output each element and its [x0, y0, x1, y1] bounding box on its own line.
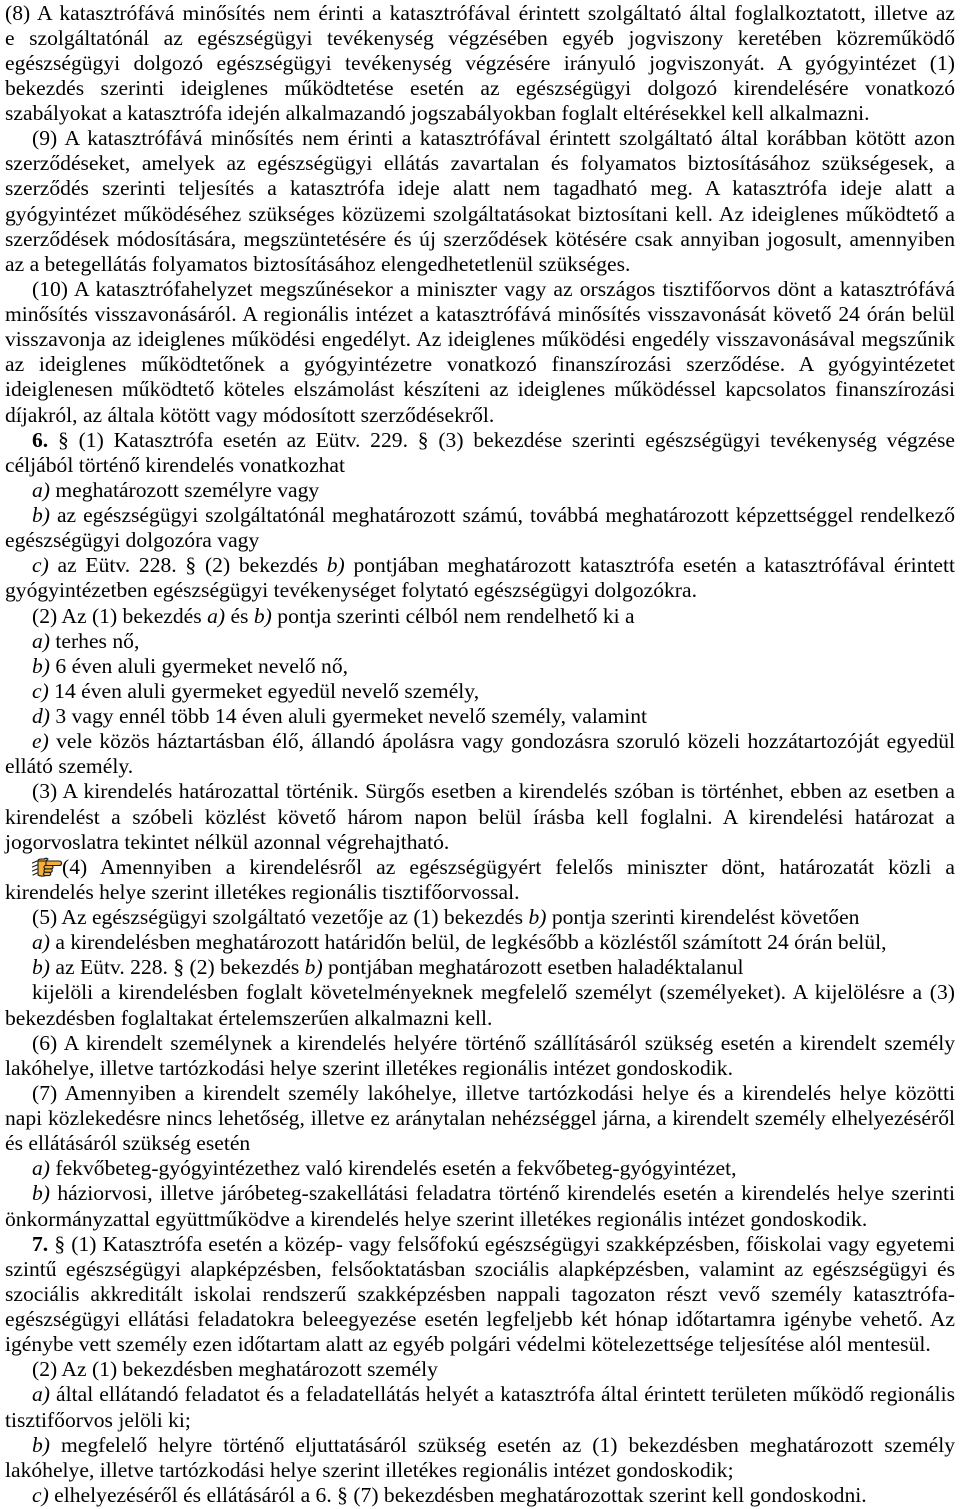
section-number: 7.	[32, 1231, 49, 1256]
line-content	[32, 1181, 955, 1206]
text-run: igénybe vett személy ezen időtartam alatt az egyéb polgári védelmi kötelezettsége teljesítése alól mentesül.	[5, 1332, 931, 1357]
line-content	[5, 1307, 955, 1332]
line-content	[32, 277, 955, 302]
line-content	[32, 930, 887, 955]
text-line	[5, 805, 955, 830]
text-line	[5, 1, 955, 26]
line-content	[5, 1207, 867, 1232]
text-run: 14 éven aluli gyermeket egyedül nevelő személy,	[48, 678, 480, 703]
paragraph	[5, 704, 955, 729]
text-run: szociális akkreditált iskolai rendszerű szakképzésben nappali tagozaton részt vevő személy katasztrófa-	[5, 1281, 955, 1306]
paragraph	[5, 1081, 955, 1156]
paragraph	[5, 955, 955, 980]
paragraph	[5, 905, 955, 930]
text-run: és	[225, 603, 254, 628]
line-content	[5, 1131, 250, 1156]
text-line	[5, 1031, 955, 1056]
line-content	[5, 528, 259, 553]
line-content	[5, 830, 449, 855]
line-content	[5, 880, 520, 905]
text-line	[5, 51, 955, 76]
text-line	[5, 930, 955, 955]
line-content	[32, 629, 139, 654]
text-run: bekezdésben foglaltakat értelemszerűen alkalmazni kell.	[5, 1005, 493, 1030]
line-content	[5, 101, 870, 126]
paragraph	[5, 478, 955, 503]
text-line	[5, 428, 955, 453]
text-run: szerződés szerinti teljesítés a katasztrófa ideje alatt nem tagadható meg. A katasztrófa ideje alatt a	[5, 176, 955, 201]
text-run: gyógyintézet működéséhez szükséges közüzemi szolgáltatásokat biztosítani kell. Az ideiglenes működtető a	[5, 201, 955, 226]
line-content	[32, 679, 479, 704]
text-line	[5, 1382, 955, 1407]
text-line	[5, 578, 955, 603]
item-label: b)	[32, 503, 50, 527]
text-run: céljából történő kirendelés vonatkozhat	[5, 452, 345, 477]
item-label: b)	[528, 905, 547, 929]
paragraph	[5, 679, 955, 704]
paragraph	[5, 1156, 955, 1181]
item-label: b)	[32, 1432, 50, 1457]
line-content	[32, 503, 955, 528]
text-line	[5, 1357, 955, 1382]
paragraph	[5, 1, 955, 127]
text-run: (9) A katasztrófává minősítés nem érinti a katasztrófával érintett szolgáltató által korábban kötött azon	[32, 126, 955, 151]
paragraph	[5, 604, 955, 629]
paragraph	[5, 1483, 955, 1508]
text-line	[5, 403, 955, 428]
line-content	[32, 779, 955, 804]
text-line	[5, 880, 955, 905]
line-content	[32, 980, 955, 1005]
line-content	[32, 855, 955, 880]
line-content	[32, 1357, 438, 1382]
text-run: kijelöli a kirendelésben foglalt követelményeknek megfelelő személyt (személyeket). A kijelölésre a (3)	[32, 980, 955, 1005]
text-line	[5, 453, 955, 478]
text-line	[5, 980, 955, 1005]
text-line	[5, 704, 955, 729]
paragraph	[5, 1357, 955, 1382]
text-run: szintű egészségügyi alapképzésben, felsőoktatásban szociális alapképzésben, valamint az egészségügyi és	[5, 1256, 955, 1281]
text-run: tisztifőorvos jelöli ki;	[5, 1407, 191, 1432]
text-line	[5, 604, 955, 629]
text-run: lakóhelye, illetve tartózkodási helye szerint illetékes regionális intézet gondoskodik;	[5, 1457, 734, 1482]
text-run: pontja szerinti célból nem rendelhető ki a	[271, 603, 635, 628]
text-line	[5, 729, 955, 754]
item-label: a)	[32, 477, 50, 502]
line-content	[32, 1483, 867, 1508]
text-line	[5, 302, 955, 327]
text-run: egészségügyi dolgozó egészségügyi tevékenység végzésére irányuló jogviszonyát. A gyógyintézet (1)	[5, 50, 955, 75]
line-content	[5, 352, 955, 377]
item-label: b)	[32, 955, 50, 980]
text-line	[5, 377, 955, 402]
line-content	[5, 176, 955, 201]
line-content	[32, 1232, 955, 1257]
paragraph	[5, 855, 955, 905]
text-run: (3) A kirendelés határozattal történik. Sürgős esetben a kirendelés szóban is történhet, ebben az esetben a	[32, 779, 955, 804]
line-content	[5, 252, 630, 277]
line-content	[5, 202, 955, 227]
text-line	[5, 1232, 955, 1257]
text-line	[5, 905, 955, 930]
line-content	[5, 805, 955, 830]
text-run: az a betegellátás folyamatos biztosításához elengedhetetlenül szükséges.	[5, 251, 631, 276]
line-content	[32, 478, 319, 503]
text-line	[5, 754, 955, 779]
text-run: (4) Amennyiben a kirendelésről az egészségügyért felelős miniszter dönt, határozatát közli a	[62, 854, 955, 879]
text-line	[5, 654, 955, 679]
item-label: c)	[32, 553, 49, 578]
line-content	[5, 1, 955, 26]
text-run: napi közlekedésre nincs lehetőség, illetve ez aránytalan nehézséggel járna, a kirendelt személy elhelyezéséről	[5, 1106, 955, 1130]
text-line	[5, 830, 955, 855]
line-content	[5, 1282, 955, 1307]
item-label: b)	[253, 603, 272, 628]
paragraph	[5, 553, 955, 603]
line-content	[32, 1156, 737, 1181]
text-run: pontjában meghatározott esetben haladéktalanul	[322, 955, 744, 980]
text-line	[5, 503, 955, 528]
text-line	[5, 26, 955, 51]
text-run: pontja szerinti kirendelést követően	[546, 905, 860, 929]
text-run: meghatározott személyre vagy	[50, 477, 320, 502]
text-line	[5, 528, 955, 553]
text-line	[5, 679, 955, 704]
text-line	[5, 1056, 955, 1081]
text-line	[5, 1156, 955, 1181]
text-line	[5, 176, 955, 201]
text-run: 3 vagy ennél több 14 éven aluli gyermeket nevelő személy, valamint	[50, 704, 648, 728]
text-run: önkormányzattal együttműködve a kirendelés helye szerint illetékes regionális intézet gondoskodik.	[5, 1206, 868, 1231]
text-line	[5, 101, 955, 126]
text-line	[5, 1006, 955, 1031]
text-line	[5, 1081, 955, 1106]
text-run: kirendelést a szóbeli közlést követő három napon belül írásba kell foglalni. A kirendelési határozat a	[5, 804, 955, 829]
text-run: az egészségügyi szolgáltatónál meghatározott számú, továbbá meghatározott képzettséggel rendelkező	[50, 503, 955, 527]
line-content	[32, 1433, 955, 1458]
text-line	[5, 352, 955, 377]
line-content	[5, 227, 955, 252]
line-content	[32, 905, 859, 930]
line-content	[32, 1031, 955, 1056]
text-run: e szolgáltatónál az egészségügyi tevékenység végzésében egyéb jogviszony keretében közreműködő	[5, 25, 955, 50]
text-run: lakóhelye, illetve tartózkodási helye szerint illetékes regionális intézet gondoskodik.	[5, 1055, 733, 1080]
text-line	[5, 151, 955, 176]
text-run: vele közös háztartásban élő, állandó ápolásra vagy gondozásra szoruló közeli hozzátartozóját egyedül	[48, 729, 955, 754]
line-content	[5, 377, 955, 402]
text-line	[5, 1207, 955, 1232]
line-content	[5, 1458, 734, 1483]
text-run: a kirendelésben meghatározott határidőn belül, de legkésőbb a közléstől számított 24 órán belül,	[50, 930, 887, 955]
text-run: háziorvosi, illetve járóbeteg-szakellátási feladatra történő kirendelés esetén a kirendelés helye szerinti	[50, 1181, 955, 1206]
paragraph	[5, 126, 955, 277]
text-run: megfelelő helyre történő eljuttatásáról szükség esetén az (1) bekezdésben meghatározott személy	[50, 1432, 955, 1457]
text-line	[5, 76, 955, 101]
paragraph	[5, 277, 955, 428]
line-content	[32, 1382, 955, 1407]
text-run: egészségügyi dolgozóra vagy	[5, 528, 260, 553]
line-content	[32, 126, 955, 151]
text-run: bekezdés szerinti ideiglenes működtetése esetén az egészségügyi dolgozó kirendelésére vonatkozó	[5, 75, 955, 100]
line-content	[32, 428, 955, 453]
text-line	[5, 1282, 955, 1307]
text-run: fekvőbeteg-gyógyintézethez való kirendelés esetén a fekvőbeteg-gyógyintézet,	[50, 1156, 737, 1181]
text-line	[5, 1332, 955, 1357]
pointing-hand-icon	[32, 856, 62, 878]
line-content	[5, 578, 697, 603]
item-label: b)	[326, 553, 345, 578]
text-line	[5, 1181, 955, 1206]
line-content	[5, 26, 955, 51]
text-run: jogorvoslatra tekintet nélkül azonnal végrehajtható.	[5, 829, 450, 854]
text-line	[5, 202, 955, 227]
text-line	[5, 126, 955, 151]
paragraph	[5, 629, 955, 654]
paragraph	[5, 1433, 955, 1483]
line-content	[5, 403, 494, 428]
text-run: § (1) Katasztrófa esetén az Eütv. 229. § (3) bekezdése szerinti egészségügyi tevékenység végzése	[48, 427, 955, 452]
paragraph	[5, 654, 955, 679]
text-run: terhes nő,	[50, 628, 140, 653]
text-run: (2) Az (1) bekezdésben meghatározott személy	[32, 1357, 438, 1382]
line-content	[5, 754, 133, 779]
text-line	[5, 955, 955, 980]
line-content	[5, 453, 345, 478]
text-line	[5, 1458, 955, 1483]
item-label: a)	[32, 628, 50, 653]
text-line	[5, 1483, 955, 1508]
text-line	[5, 629, 955, 654]
text-line	[5, 327, 955, 352]
line-content	[5, 302, 955, 327]
text-run: az Eütv. 228. § (2) bekezdés	[48, 553, 327, 578]
text-run: (10) A katasztrófahelyzet megszűnésekor a miniszter vagy az országos tisztifőorvos dönt a katasztrófává	[32, 276, 955, 301]
text-run: ellátó személy.	[5, 754, 134, 779]
line-content	[5, 327, 955, 352]
text-run: visszavonja az ideiglenes működési engedélyt. Az ideiglenes működési engedély visszavonásával megszűnik	[5, 327, 955, 352]
line-content	[32, 955, 744, 980]
text-run: szabályokat a katasztrófa idején alkalmazandó jogszabályokban foglalt eltérésekkel kell alkalmazni.	[5, 101, 870, 125]
item-label: b)	[304, 955, 323, 980]
item-label: a)	[32, 1156, 50, 1181]
line-content	[5, 76, 955, 101]
text-run: egészségügyi ellátási feladatokra beleegyezése esetén legfeljebb két hónap időtartamra igénybe vehető. Az	[5, 1307, 955, 1331]
text-run: (8) A katasztrófává minősítés nem érinti a katasztrófával érintett szolgáltató által foglalkoztatott, illetve az	[5, 0, 955, 25]
text-run: az Eütv. 228. § (2) bekezdés	[50, 955, 305, 980]
paragraph	[5, 503, 955, 553]
line-content	[32, 553, 955, 578]
text-line	[5, 1307, 955, 1332]
text-run: 6 éven aluli gyermeket nevelő nő,	[50, 653, 349, 678]
text-line	[5, 252, 955, 277]
text-line	[5, 553, 955, 578]
text-run: és ellátásáról szükség esetén	[5, 1131, 251, 1156]
text-run: szerződéseket, amelyek az egészségügyi ellátás zavartalan és folyamatos biztosításához szükségesek, a	[5, 151, 955, 176]
item-label: c)	[32, 1482, 49, 1507]
text-line	[5, 1106, 955, 1131]
text-run: § (1) Katasztrófa esetén a közép- vagy felsőfokú egészségügyi szakképzésben, főiskolai vagy egyetemi	[48, 1231, 955, 1256]
text-run: szerződések módosítására, megszüntetésére és új szerződések kötésére csak annyiban jogosult, amennyiben	[5, 226, 955, 251]
item-label: e)	[32, 729, 49, 754]
text-run: (5) Az egészségügyi szolgáltató vezetője az (1) bekezdés	[32, 905, 529, 929]
text-line	[5, 1408, 955, 1433]
line-content	[5, 151, 955, 176]
text-line	[5, 277, 955, 302]
paragraph	[5, 1232, 955, 1358]
item-label: a)	[32, 930, 50, 955]
item-label: d)	[32, 704, 50, 728]
line-content	[5, 1056, 733, 1081]
paragraph	[5, 428, 955, 478]
line-content	[5, 1106, 955, 1131]
text-run: által ellátandó feladatot és a feladatellátás helyét a katasztrófa által érintett területen működő regionális	[50, 1382, 955, 1407]
document-page	[5, 1, 955, 1509]
line-content	[5, 51, 955, 76]
text-line	[5, 1433, 955, 1458]
item-label: b)	[32, 1181, 50, 1206]
text-run: az ideiglenes működtetőnek a gyógyintézetre vonatkozó finanszírozási szerződése. A gyógyintézetet	[5, 352, 955, 377]
line-content	[32, 604, 635, 629]
line-content	[32, 1081, 955, 1106]
text-run: (2) Az (1) bekezdés	[32, 603, 208, 628]
line-content	[32, 729, 955, 754]
text-line	[5, 227, 955, 252]
paragraph	[5, 729, 955, 779]
item-label: b)	[32, 653, 50, 678]
text-run: ideiglenesen működtető köteles elszámolást készíteni az ideiglenes működéssel kapcsolatos finanszírozási	[5, 377, 955, 402]
text-line	[5, 855, 955, 880]
item-label: a)	[207, 603, 226, 628]
line-content	[32, 704, 647, 729]
text-run: díjakról, az általa kötött vagy módosított szerződésekről.	[5, 402, 495, 427]
paragraph	[5, 980, 955, 1030]
paragraph	[5, 1031, 955, 1081]
line-content	[5, 1006, 492, 1031]
section-number: 6.	[32, 427, 49, 452]
text-line	[5, 478, 955, 503]
text-line	[5, 779, 955, 804]
paragraph	[5, 1382, 955, 1432]
item-label: c)	[32, 678, 49, 703]
text-run: gyógyintézetben egészségügyi tevékenységet folytató egészségügyi dolgozókra.	[5, 578, 697, 603]
line-content	[5, 1332, 931, 1357]
paragraph	[5, 930, 955, 955]
line-content	[5, 1257, 955, 1282]
text-run: (7) Amennyiben a kirendelt személy lakóhelye, illetve tartózkodási helye és a kirendelés helye közötti	[32, 1080, 955, 1105]
text-run: elhelyezéséről és ellátásáról a 6. § (7) bekezdésben meghatározottak szerint kell gondoskodni.	[48, 1482, 867, 1507]
text-run: (6) A kirendelt személynek a kirendelés helyére történő szállításáról szükség esetén a kirendelt személy	[32, 1030, 955, 1055]
paragraph	[5, 779, 955, 854]
line-content	[32, 654, 348, 679]
paragraph	[5, 1181, 955, 1231]
item-label: a)	[32, 1382, 50, 1407]
text-line	[5, 1257, 955, 1282]
line-content	[5, 1408, 191, 1433]
text-run: minősítés visszavonásáról. A regionális intézet a katasztrófává minősítés visszavonását követő 24 órán belül	[5, 302, 955, 326]
text-run: pontjában meghatározott katasztrófa esetén a katasztrófával érintett	[344, 553, 955, 578]
text-line	[5, 1131, 955, 1156]
text-run: kirendelés helye szerint illetékes regionális tisztifőorvossal.	[5, 879, 520, 904]
